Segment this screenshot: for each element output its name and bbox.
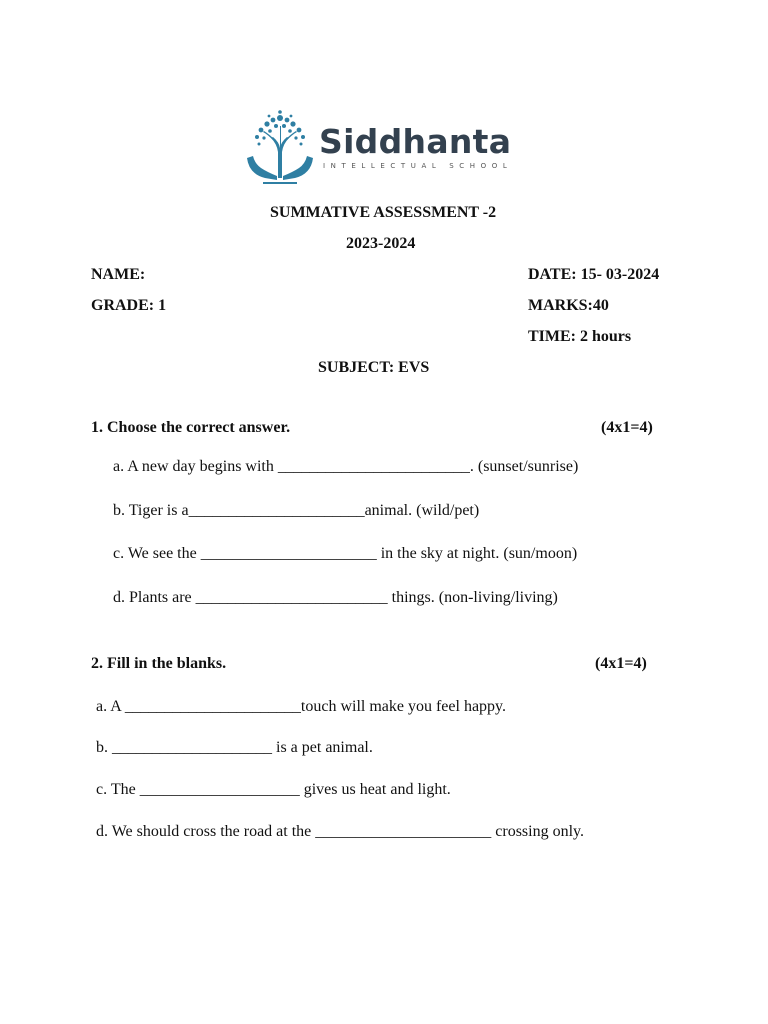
grade-label: GRADE: 1 [91, 297, 167, 314]
section-2-marks: (4x1=4) [595, 655, 647, 672]
question-2d: d. We should cross the road at the ______________________ crossing only. [96, 823, 584, 840]
school-name-logo-text: Siddhanta [319, 122, 512, 161]
question-1a: a. A new day begins with ________________________. (sunset/sunrise) [113, 458, 579, 475]
section-1-heading: 1. Choose the correct answer. [91, 419, 291, 436]
question-1c: c. We see the ______________________ in the sky at night. (sun/moon) [113, 545, 578, 562]
question-2a: a. A ______________________touch will make you feel happy. [96, 698, 507, 715]
total-marks: MARKS:40 [528, 297, 609, 314]
school-tagline: INTELLECTUAL SCHOOL [323, 162, 513, 170]
section-2-heading: 2. Fill in the blanks. [91, 655, 227, 672]
section-1-marks: (4x1=4) [601, 419, 653, 436]
question-1b: b. Tiger is a______________________animal. (wild/pet) [113, 502, 480, 519]
question-2c: c. The ____________________ gives us heat and light. [96, 781, 451, 798]
name-label: NAME: [91, 266, 146, 283]
tree-hands-logo-icon [243, 108, 317, 188]
exam-time: TIME: 2 hours [528, 328, 632, 345]
school-logo [243, 108, 513, 188]
subject-label: SUBJECT: EVS [318, 359, 430, 376]
exam-date: DATE: 15- 03-2024 [528, 266, 660, 283]
question-1d: d. Plants are ________________________ things. (non-living/living) [113, 589, 558, 606]
question-2b: b. ____________________ is a pet animal. [96, 739, 373, 756]
academic-year: 2023-2024 [346, 235, 416, 252]
assessment-title: SUMMATIVE ASSESSMENT -2 [270, 204, 497, 221]
